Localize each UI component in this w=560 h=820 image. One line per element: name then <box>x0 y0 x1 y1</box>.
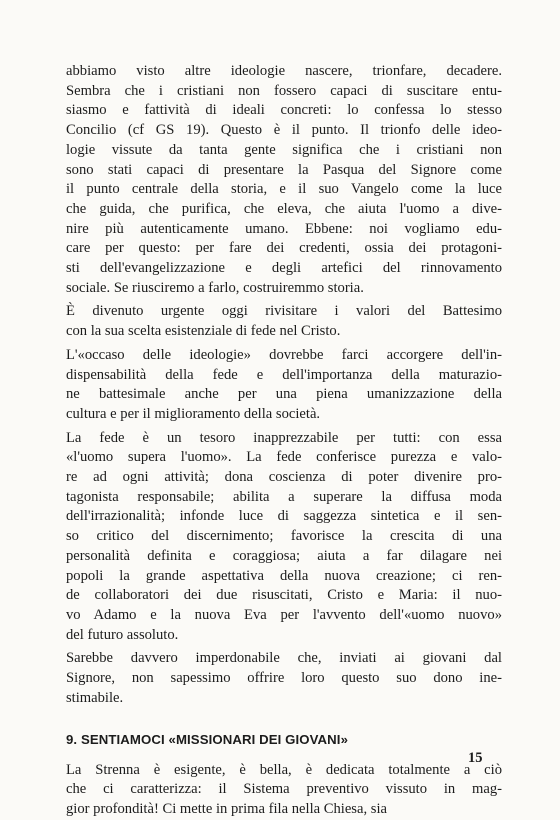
text-line: dell'irrazionalità; infonde luce di saggezza sintetica e il sen- <box>66 508 502 525</box>
paragraph <box>66 62 502 298</box>
text-line: logie vissute da tanta gente significa che i cristiani non <box>66 141 502 158</box>
text-line: cultura e per il miglioramento della società. <box>66 405 321 422</box>
text-line: Signore, non sapessimo offrire loro questo suo dono ine- <box>66 670 502 687</box>
paragraph <box>66 346 502 425</box>
text-line: nire più autenticamente umano. Ebbene: noi vogliamo edu- <box>66 220 502 237</box>
text-line: tagonista responsabile; abilita a superare la diffusa moda <box>66 488 502 505</box>
text-line: personalità definita e coraggiosa; aiuta a far dilagare nei <box>66 547 502 564</box>
text-line: re ad ogni attività; dona coscienza di poter divenire pro- <box>66 469 502 486</box>
text-line: Sarebbe davvero imperdonabile che, inviati ai giovani dal <box>66 650 502 667</box>
text-line: Sembra che i cristiani non fossero capaci di suscitare entu- <box>66 82 502 99</box>
text-line: popoli la grande aspettativa della nuova creazione; ci ren- <box>66 567 502 584</box>
text-line: La Strenna è esigente, è bella, è dedicata totalmente a ciò <box>66 761 502 778</box>
text-line: abbiamo visto altre ideologie nascere, trionfare, decadere. <box>66 63 502 79</box>
page-number: 15 <box>468 750 483 766</box>
paragraph <box>66 302 502 341</box>
text-line: so critico del discernimento; favorisce la crescita di una <box>66 528 502 545</box>
text-line: il punto centrale della storia, e il suo Vangelo come la luce <box>66 181 502 198</box>
text-line: de collaboratori dei due risuscitati, Cristo e Maria: il nuo- <box>66 587 502 604</box>
closing-paragraph <box>66 761 502 820</box>
text-line: dispensabilità della fede e dell'importanza della maturazio- <box>66 366 502 383</box>
text-line: La fede è un tesoro inapprezzabile per tutti: con essa <box>66 429 502 446</box>
text-line: sociale. Se riusciremo a farlo, costruiremmo storia. <box>66 279 364 296</box>
text-line: care per questo: per fare dei credenti, ossia dei protagoni- <box>66 240 502 257</box>
body-text <box>66 62 502 709</box>
paragraph <box>66 761 502 820</box>
section-heading: 9. SENTIAMOCI «MISSIONARI DEI GIOVANI» <box>66 731 348 747</box>
text-line: «l'uomo supera l'uomo». La fede conferisce purezza e valo- <box>66 449 502 466</box>
text-line: del futuro assoluto. <box>66 626 179 643</box>
text-line: ne battesimale anche per una piena umanizzazione della <box>66 386 502 403</box>
text-line: che ci caratterizza: il Sistema preventivo vissuto in mag- <box>66 781 502 798</box>
text-line: Concilio (cf GS 19). Questo è il punto. Il trionfo delle ideo- <box>66 122 502 139</box>
paragraph <box>66 429 502 646</box>
text-line: sti dell'evangelizzazione e degli artefici del rinnovamento <box>66 260 502 277</box>
text-line: vo Adamo e la nuova Eva per l'avvento dell'«uomo nuovo» <box>66 606 502 623</box>
text-line: È divenuto urgente oggi rivisitare i valori del Battesimo <box>66 303 502 320</box>
text-line: gior profondità! Ci mette in prima fila nella Chiesa, sia <box>66 800 387 817</box>
text-line: sono stati capaci di presentare la Pasqua del Signore come <box>66 161 502 178</box>
text-line: L'«occaso delle ideologie» dovrebbe farci accorgere dell'in- <box>66 346 502 363</box>
text-line: stimabile. <box>66 689 124 706</box>
paragraph <box>66 649 502 708</box>
text-line: che guida, che purifica, che eleva, che aiuta l'uomo a dive- <box>66 200 502 217</box>
text-line: con la sua scelta esistenziale di fede nel Cristo. <box>66 323 341 340</box>
text-line: siasmo e fattività di ideali concreti: lo confessa lo stesso <box>66 102 502 119</box>
